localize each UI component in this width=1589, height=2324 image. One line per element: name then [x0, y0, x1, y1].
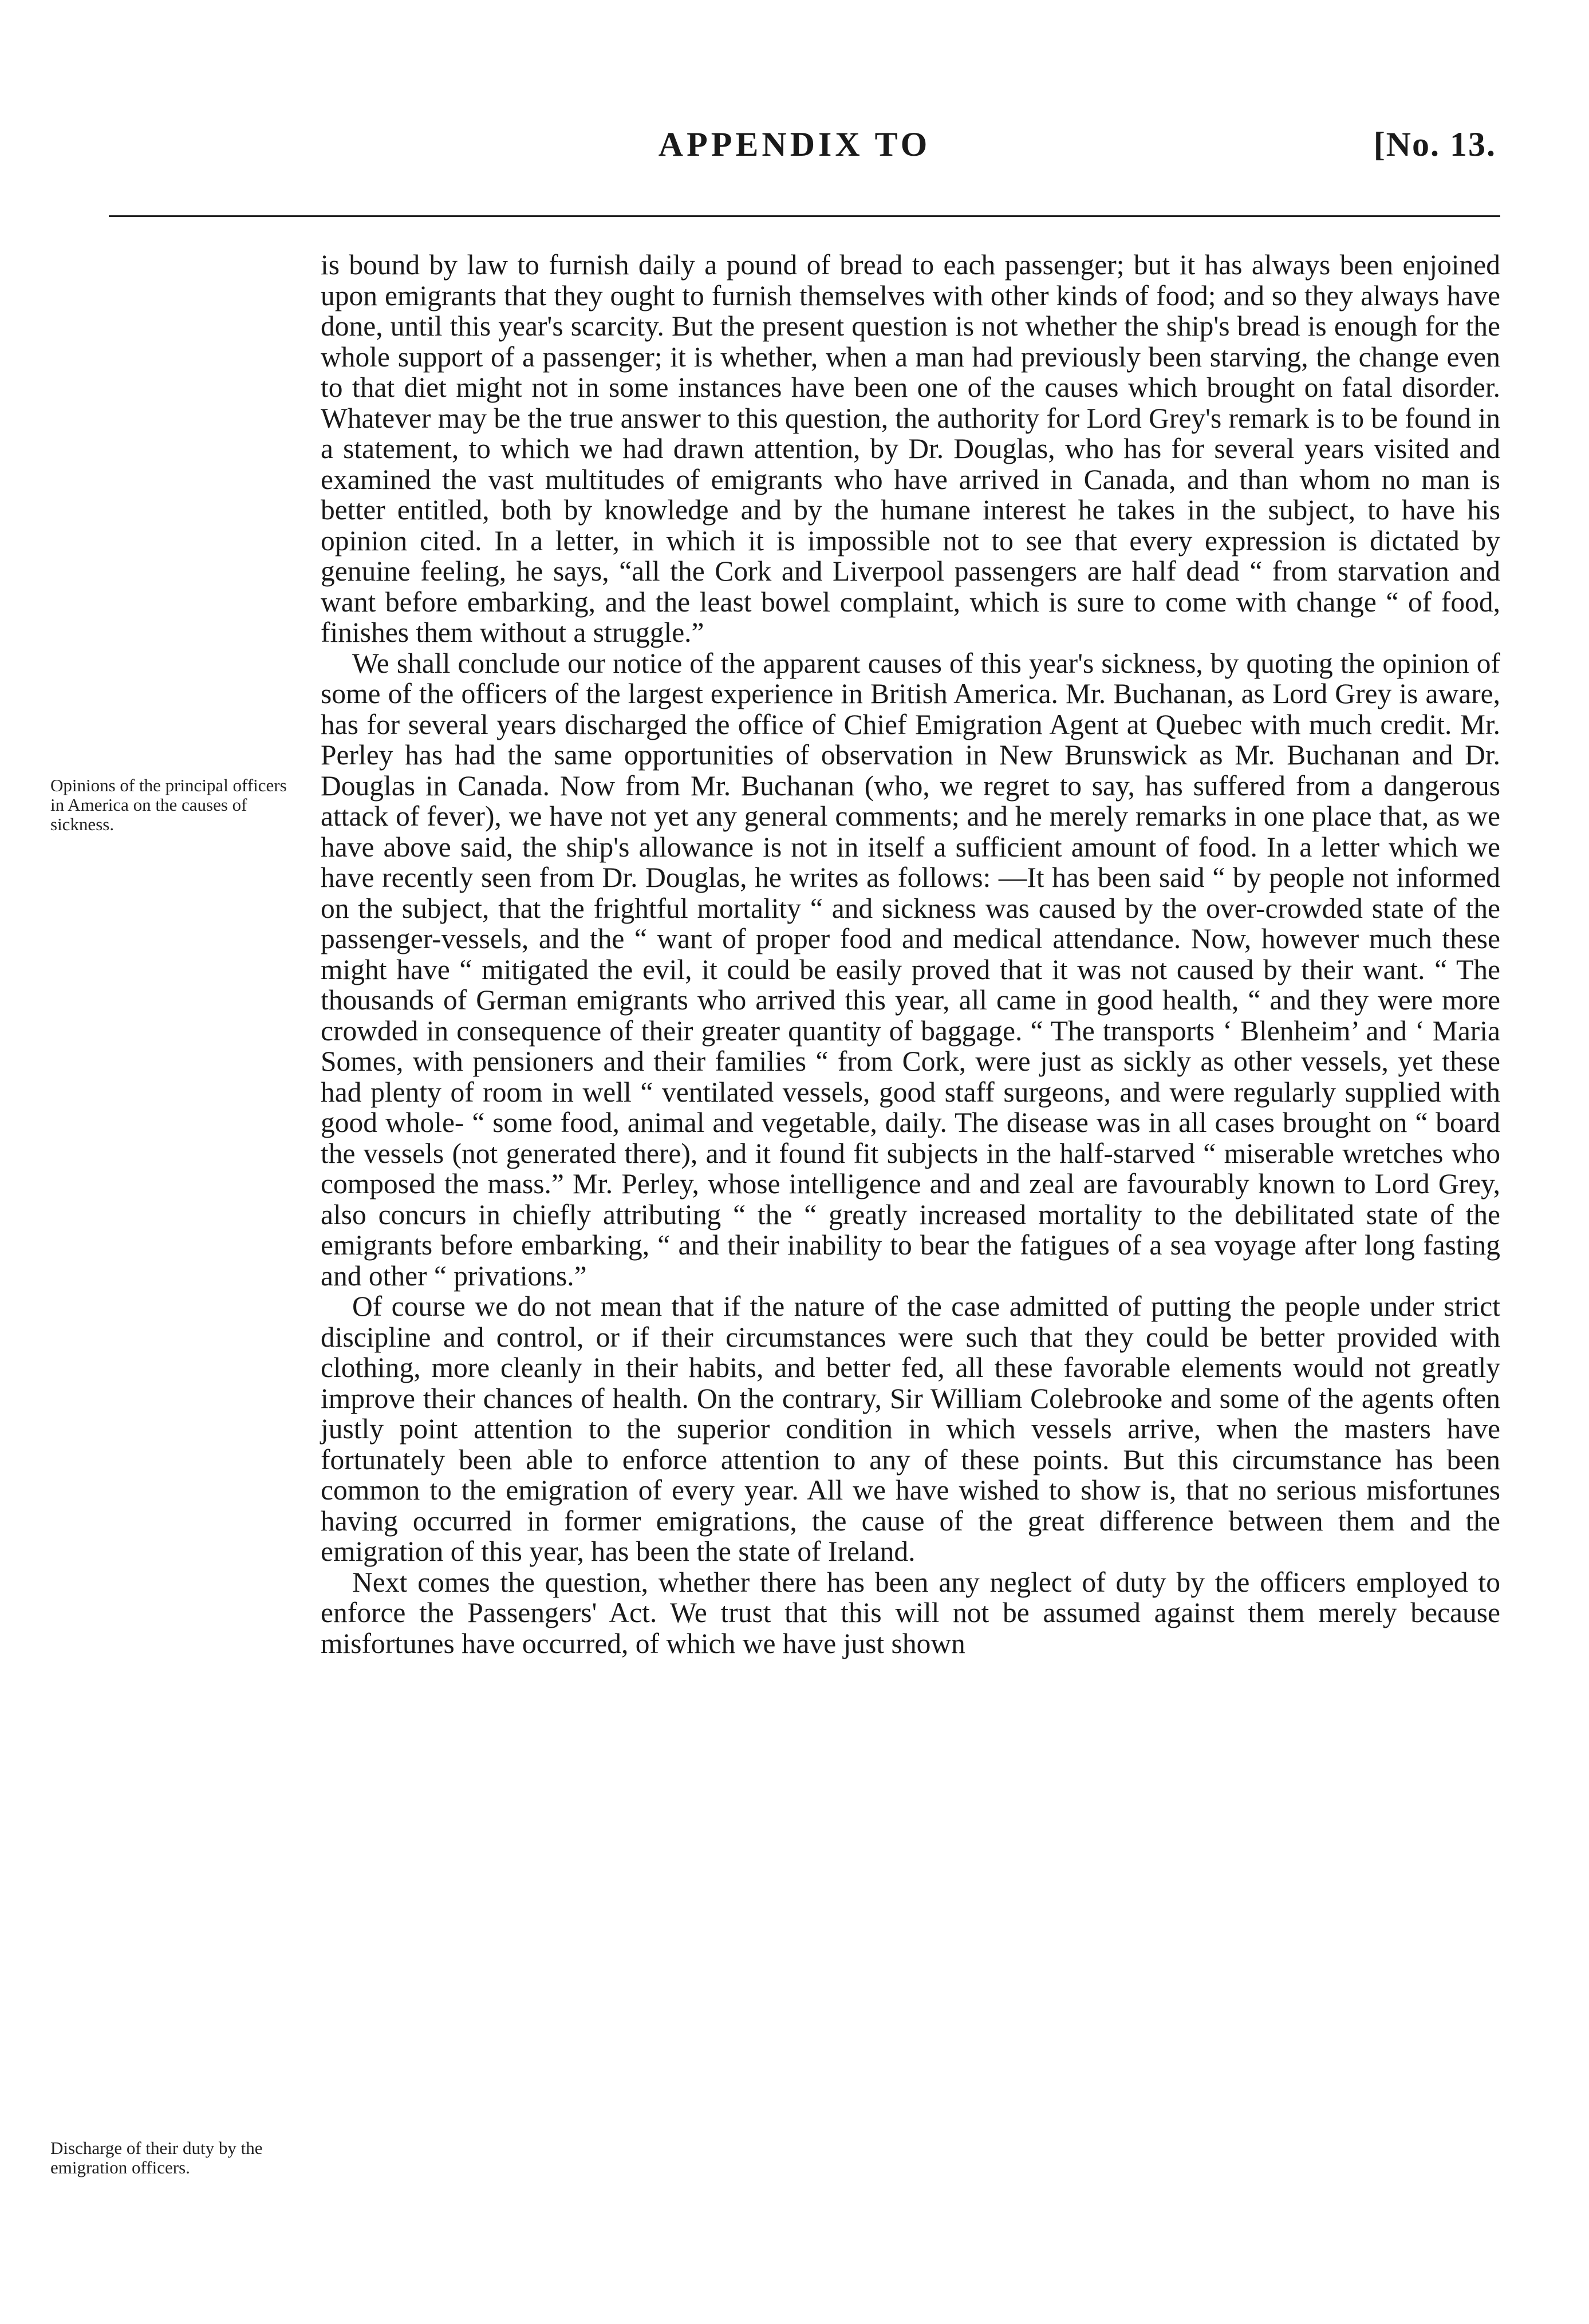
body-text: [321, 250, 1500, 1659]
paragraph-continuation: is bound by law to furnish daily a pound of bread to each passenger; but it has always been enjoined upon emigrants that they ought to furnish themselves with other kinds of food; and so they always have done, until this year's scarcity. But the present question is not whether the ship's bread is enough for the whole support of a passenger; it is whether, when a man had previously been starving, the change even to that diet might not in some instances have been one of the causes which brought on fatal disorder. Whatever may be the true answer to this question, the authority for Lord Grey's remark is to be found in a statement, to which we had drawn attention, by Dr. Douglas, who has for several years visited and examined the vast multitudes of emigrants who have arrived in Canada, and than whom no man is better entitled, both by knowledge and by the humane interest he takes in the subject, to have his opinion cited. In a letter, in which it is impossible not to see that every expression is dictated by genuine feeling, he says, “all the Cork and Liverpool passengers are half dead “ from starvation and want before embarking, and the least bowel complaint, which is sure to come with change “ of food, finishes them without a struggle.”: [321, 249, 1500, 648]
sidenote-discharge-of-duty: Discharge of their duty by the emigration officers.: [50, 2138, 263, 2177]
paragraph-opinions: We shall conclude our notice of the apparent causes of this year's sickness, by quoting the opinion of some of the officers of the largest experience in British America. Mr. Buchanan, as Lord Grey is aware, has for several years discharged the office of Chief Emigration Agent at Quebec with much credit. Mr. Perley has had the same opportunities of observation in New Brunswick as Mr. Buchanan and Dr. Douglas in Canada. Now from Mr. Buchanan (who, we regret to say, has suffered from a dangerous attack of fever), we have not yet any general comments; and he merely remarks in one place that, as we have above said, the ship's allowance is not in itself a sufficient amount of food. In a letter which we have recently seen from Dr. Douglas, he writes as follows: —It has been said “ by people not informed on the subject, that the frightful mortality “ and sickness was caused by the over-crowded state of the passenger-vessels, and the “ want of proper food and medical attendance. Now, however much these might have “ mitigated the evil, it could be easily proved that it was not caused by their want. “ The thousands of German emigrants who arrived this year, all came in good health, “ and they were more crowded in consequence of their greater quantity of baggage. “ The transports ‘ Blenheim’ and ‘ Maria Somes, with pensioners and their families “ from Cork, were just as sickly as other vessels, yet these had plenty of room in well “ ventilated vessels, good staff surgeons, and were regularly supplied with good whole- “ some food, animal and vegetable, daily. The disease was in all cases brought on “ board the vessels (not generated there), and it found fit subjects in the half-starved “ miserable wretches who composed the mass.” Mr. Perley, whose intelligence and and zeal are favourably known to Lord Grey, also concurs in chiefly attributing “ the “ greatly increased mortality to the debilitated state of the emigrants before embarking, “ and their inability to bear the fatigues of a sea voyage after long fasting and other “ privations.”: [321, 647, 1500, 1292]
paragraph-next-question: Next comes the question, whether there has been any neglect of duty by the officers employed to enforce the Passengers' Act. We trust that this will not be assumed against them merely because misfortunes have occurred, of which we have just shown: [321, 1566, 1500, 1659]
header-rule: [109, 215, 1500, 217]
page-number-label: [No. 13.: [1373, 125, 1496, 163]
paragraph-of-course: Of course we do not mean that if the nature of the case admitted of putting the people under strict discipline and control, or if their circumstances were such that they could be better provided with clothing, more cleanly in their habits, and better fed, all these favorable elements would not greatly improve their chances of health. On the contrary, Sir William Colebrooke and some of the agents often justly point attention to the superior condition in which vessels arrive, when the masters have fortunately been able to enforce attention to any of these points. But this circumstance has been common to the emigration of every year. All we have wished to show is, that no serious misfortunes having occurred in former emigrations, the cause of the great difference between them and the emigration of this year, has been the state of Ireland.: [321, 1291, 1500, 1567]
running-header-title: APPENDIX TO: [658, 125, 931, 163]
sidenote-opinions-of-officers: Opinions of the principal officers in America on the causes of sickness.: [50, 775, 287, 834]
